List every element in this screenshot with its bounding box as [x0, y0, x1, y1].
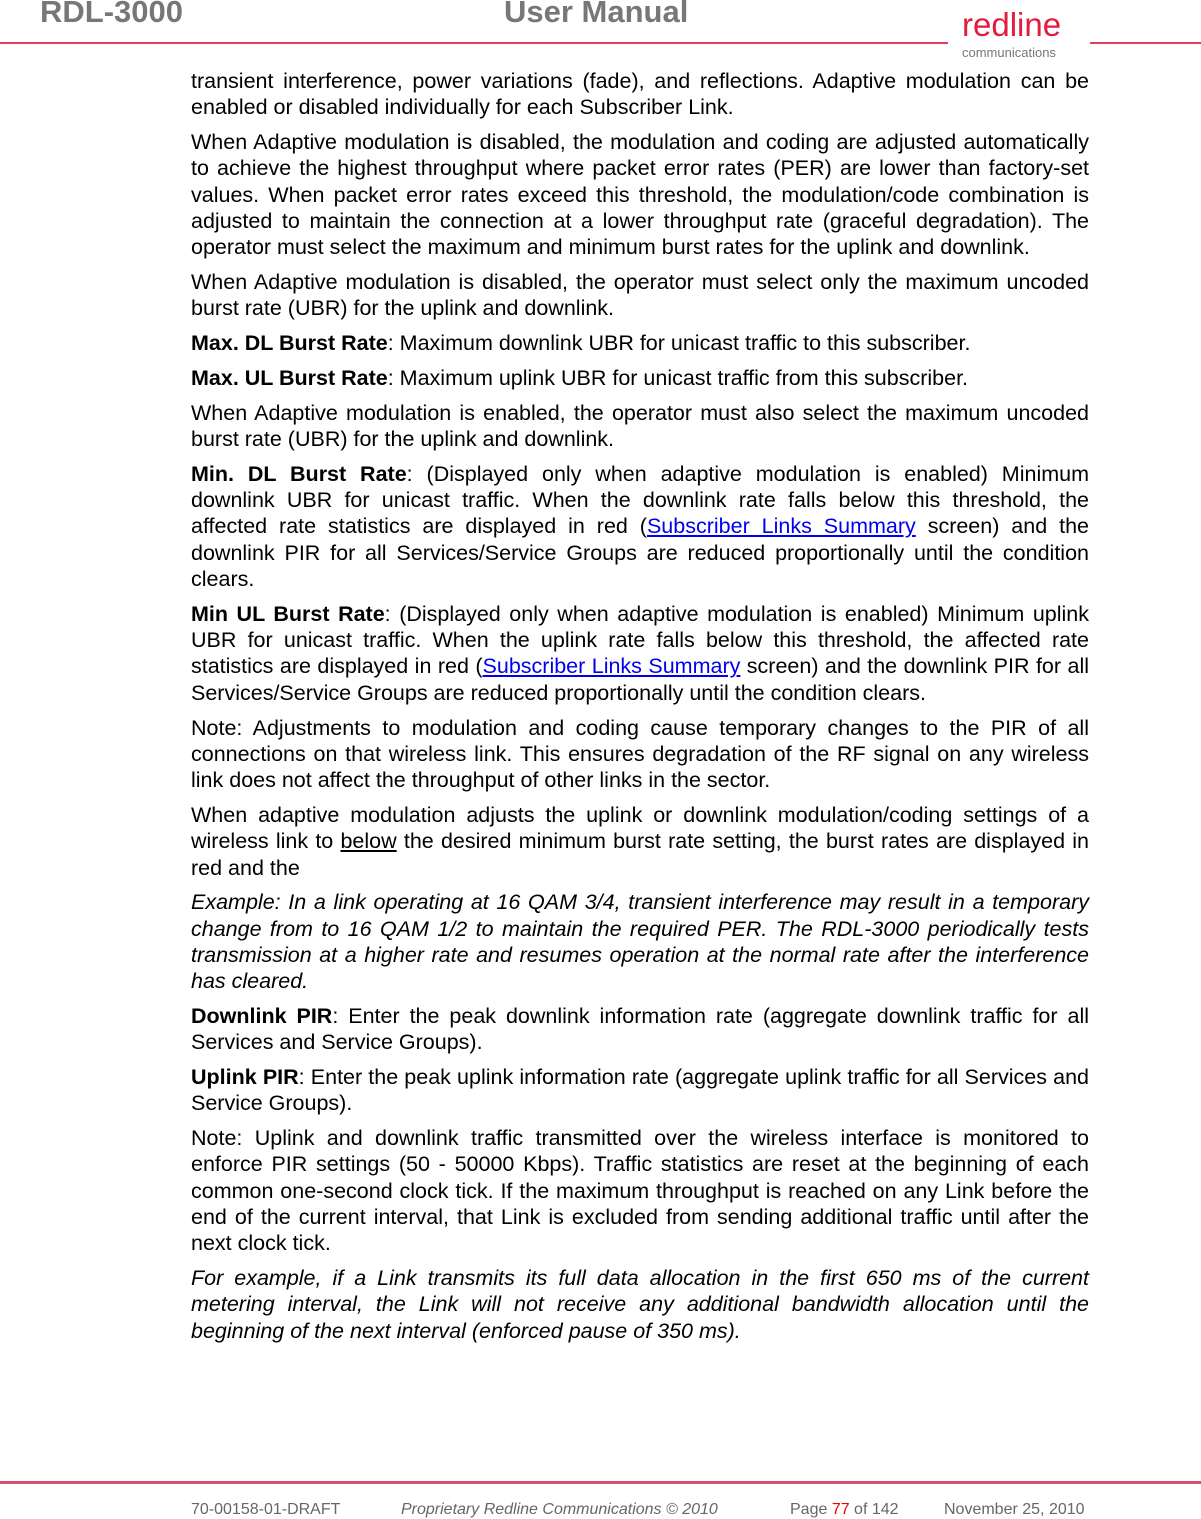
example-paragraph: For example, if a Link transmits its full data allocation in the first 650 ms of the current metering interval, the Link will not receive any additional bandwidth allocation until the beginning of the next interval (enforced pause of 350 ms).	[191, 1266, 1089, 1343]
footer-doc-number: 70-00158-01-DRAFT	[191, 1501, 341, 1518]
body-text	[191, 68, 1089, 1353]
paragraph: Downlink PIR: Enter the peak downlink information rate (aggregate downlink traffic for all Services and Service Groups).	[191, 1004, 1089, 1055]
header-product: RDL-3000	[40, 0, 183, 29]
header-rule-right	[1090, 42, 1201, 44]
logo-wordmark: redline	[962, 6, 1062, 43]
paragraph: Note: Uplink and downlink traffic transmitted over the wireless interface is monitored to enforce PIR settings (50 - 50000 Kbps). Traffic statistics are reset at the beginning of each common one-second clock tick. If the maximum throughput is reached on any Link before the end of the current interval, that Link is excluded from sending additional traffic until after the next clock tick.	[191, 1126, 1089, 1256]
paragraph: Min. DL Burst Rate: (Displayed only when adaptive modulation is enabled) Minimum downlink UBR for unicast traffic. When the downlink rate falls below this threshold, the affected rate statistics are displayed in red (Subscriber Links Summary screen) and the downlink PIR for all Services/Service Groups are reduced proportionally until the condition clears.	[191, 461, 1089, 592]
paragraph: When Adaptive modulation is enabled, the operator must also select the maximum uncoded burst rate (UBR) for the uplink and downlink.	[191, 400, 1089, 452]
footer-rule	[0, 1481, 1201, 1484]
paragraph: Uplink PIR: Enter the peak uplink information rate (aggregate uplink traffic for all Services and Service Groups).	[191, 1065, 1089, 1116]
paragraph: Note: Adjustments to modulation and coding cause temporary changes to the PIR of all connections on that wireless link. This ensures degradation of the RF signal on any wireless link does not affect the throughput of other links in the sector.	[191, 715, 1089, 793]
footer-date: November 25, 2010	[944, 1501, 1085, 1518]
footer-proprietary: Proprietary Redline Communications © 2010	[401, 1501, 718, 1518]
paragraph: When Adaptive modulation is disabled, the operator must select only the maximum uncoded burst rate (UBR) for the uplink and downlink.	[191, 270, 1089, 321]
paragraph: transient interference, power variations (fade), and reflections. Adaptive modulation can be enabled or disabled individually for each Subscriber Link.	[191, 69, 1089, 120]
paragraph: Max. UL Burst Rate: Maximum uplink UBR for unicast traffic from this subscriber.	[191, 365, 969, 390]
paragraph: Max. DL Burst Rate: Maximum downlink UBR for unicast traffic to this subscriber.	[191, 331, 971, 356]
paragraph: When adaptive modulation adjusts the uplink or downlink modulation/coding settings of a wireless link to below the desired minimum burst rate setting, the burst rates are displayed in red and the	[191, 802, 1090, 880]
example-paragraph: Example: In a link operating at 16 QAM 3/4, transient interference may result in a temporary change from to 16 QAM 1/2 to maintain the required PER. The RDL-3000 periodically tests transmission at a higher rate and resumes operation at the normal rate after the interference has cleared.	[191, 890, 1089, 994]
header-title: User Manual	[504, 0, 689, 29]
paragraph: Min UL Burst Rate: (Displayed only when adaptive modulation is enabled) Minimum uplink UBR for unicast traffic. When the uplink rate falls below this threshold, the affected rate statistics are displayed in red (Subscriber Links Summary screen) and the downlink PIR for all Services/Service Groups are reduced proportionally until the condition clears.	[191, 601, 1090, 705]
logo-subtitle: communications	[962, 45, 1056, 60]
subscriber-links-summary-link[interactable]: Subscriber Links Summary	[646, 514, 916, 539]
subscriber-links-summary-link[interactable]: Subscriber Links Summary	[482, 654, 741, 679]
header-rule	[0, 42, 948, 44]
paragraph: When Adaptive modulation is disabled, the modulation and coding are adjusted automatically to achieve the highest throughput where packet error rates (PER) are lower than factory-set values. When packet error rates exceed this threshold, the modulation/code combination is adjusted to maintain the connection at a lower throughput rate (graceful degradation). The operator must select the maximum and minimum burst rates for the uplink and downlink.	[191, 130, 1089, 260]
redline-logo	[962, 8, 1084, 60]
footer-page: Page 77 of 142	[790, 1501, 899, 1518]
